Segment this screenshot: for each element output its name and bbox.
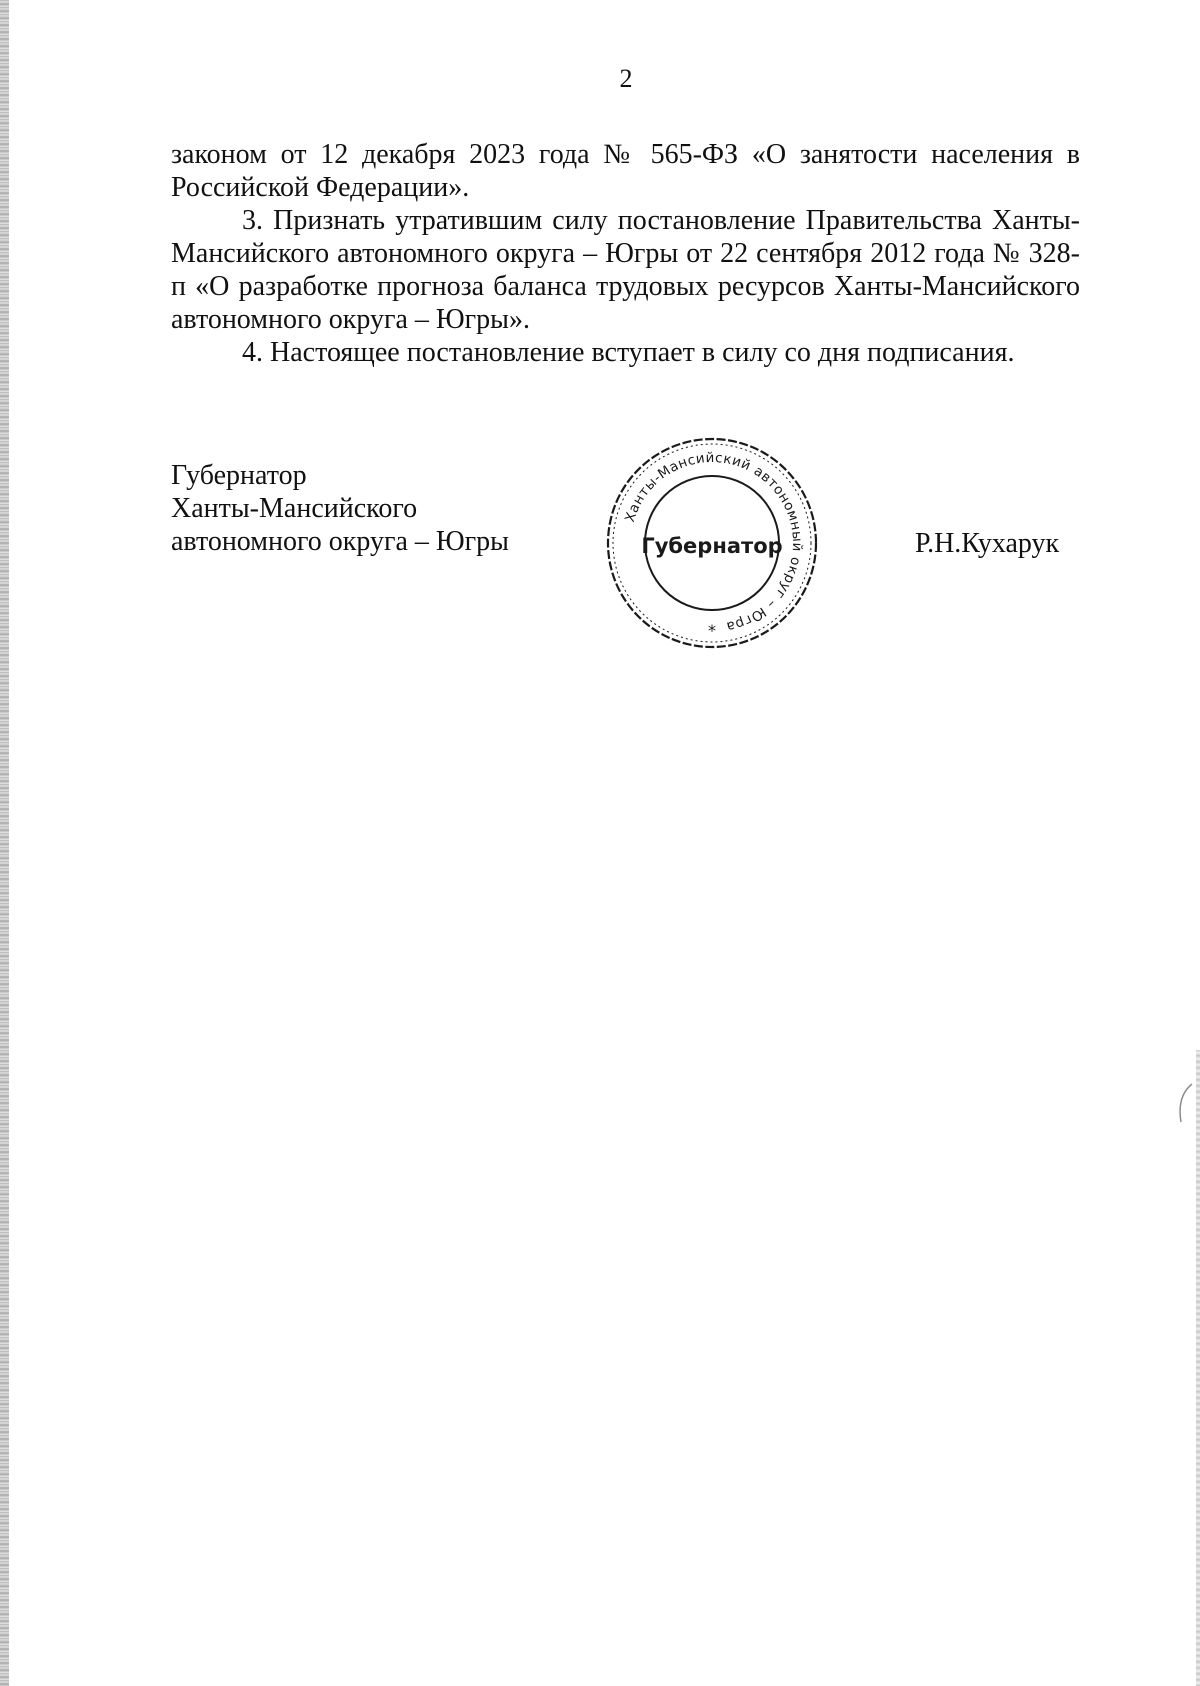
seal-ring-text-path: Ханты-Мансийский автономный округ – Югра: [621, 449, 806, 635]
seal-star: *: [708, 621, 716, 640]
scan-edge-left: [0, 0, 9, 1686]
seal-center-text: Губернатор: [641, 534, 783, 558]
paragraph-continuation: законом от 12 декабря 2023 года № 565-ФЗ «О занятости населения в Российской Федерации».: [171, 139, 1080, 203]
signatory-title-line: Губернатор: [171, 460, 307, 491]
signatory-title-line: Ханты-Мансийского: [171, 493, 418, 524]
scan-edge-right: [1196, 1050, 1200, 1686]
seal-graphic: [599, 430, 825, 656]
page-number: 2: [619, 64, 633, 93]
official-seal: [599, 430, 825, 656]
paragraph-4: 4. Настоящее постановление вступает в силу со дня подписания.: [242, 337, 1015, 368]
signatory-name: Р.Н.Кухарук: [915, 528, 1060, 559]
scan-mark: [1176, 1082, 1196, 1128]
document-body: [171, 138, 1080, 369]
signatory-title: [171, 459, 509, 558]
signatory-title-line: автономного округа – Югры: [171, 526, 509, 557]
paragraph-3: 3. Признать утратившим силу постановление Правительства Ханты-Мансийского автономного округа – Югры от 22 сентября 2012 года № 328-п «О разработке прогноза баланса трудовых ресурсов Ханты-Мансийского автономного округа – Югры».: [171, 205, 1080, 335]
